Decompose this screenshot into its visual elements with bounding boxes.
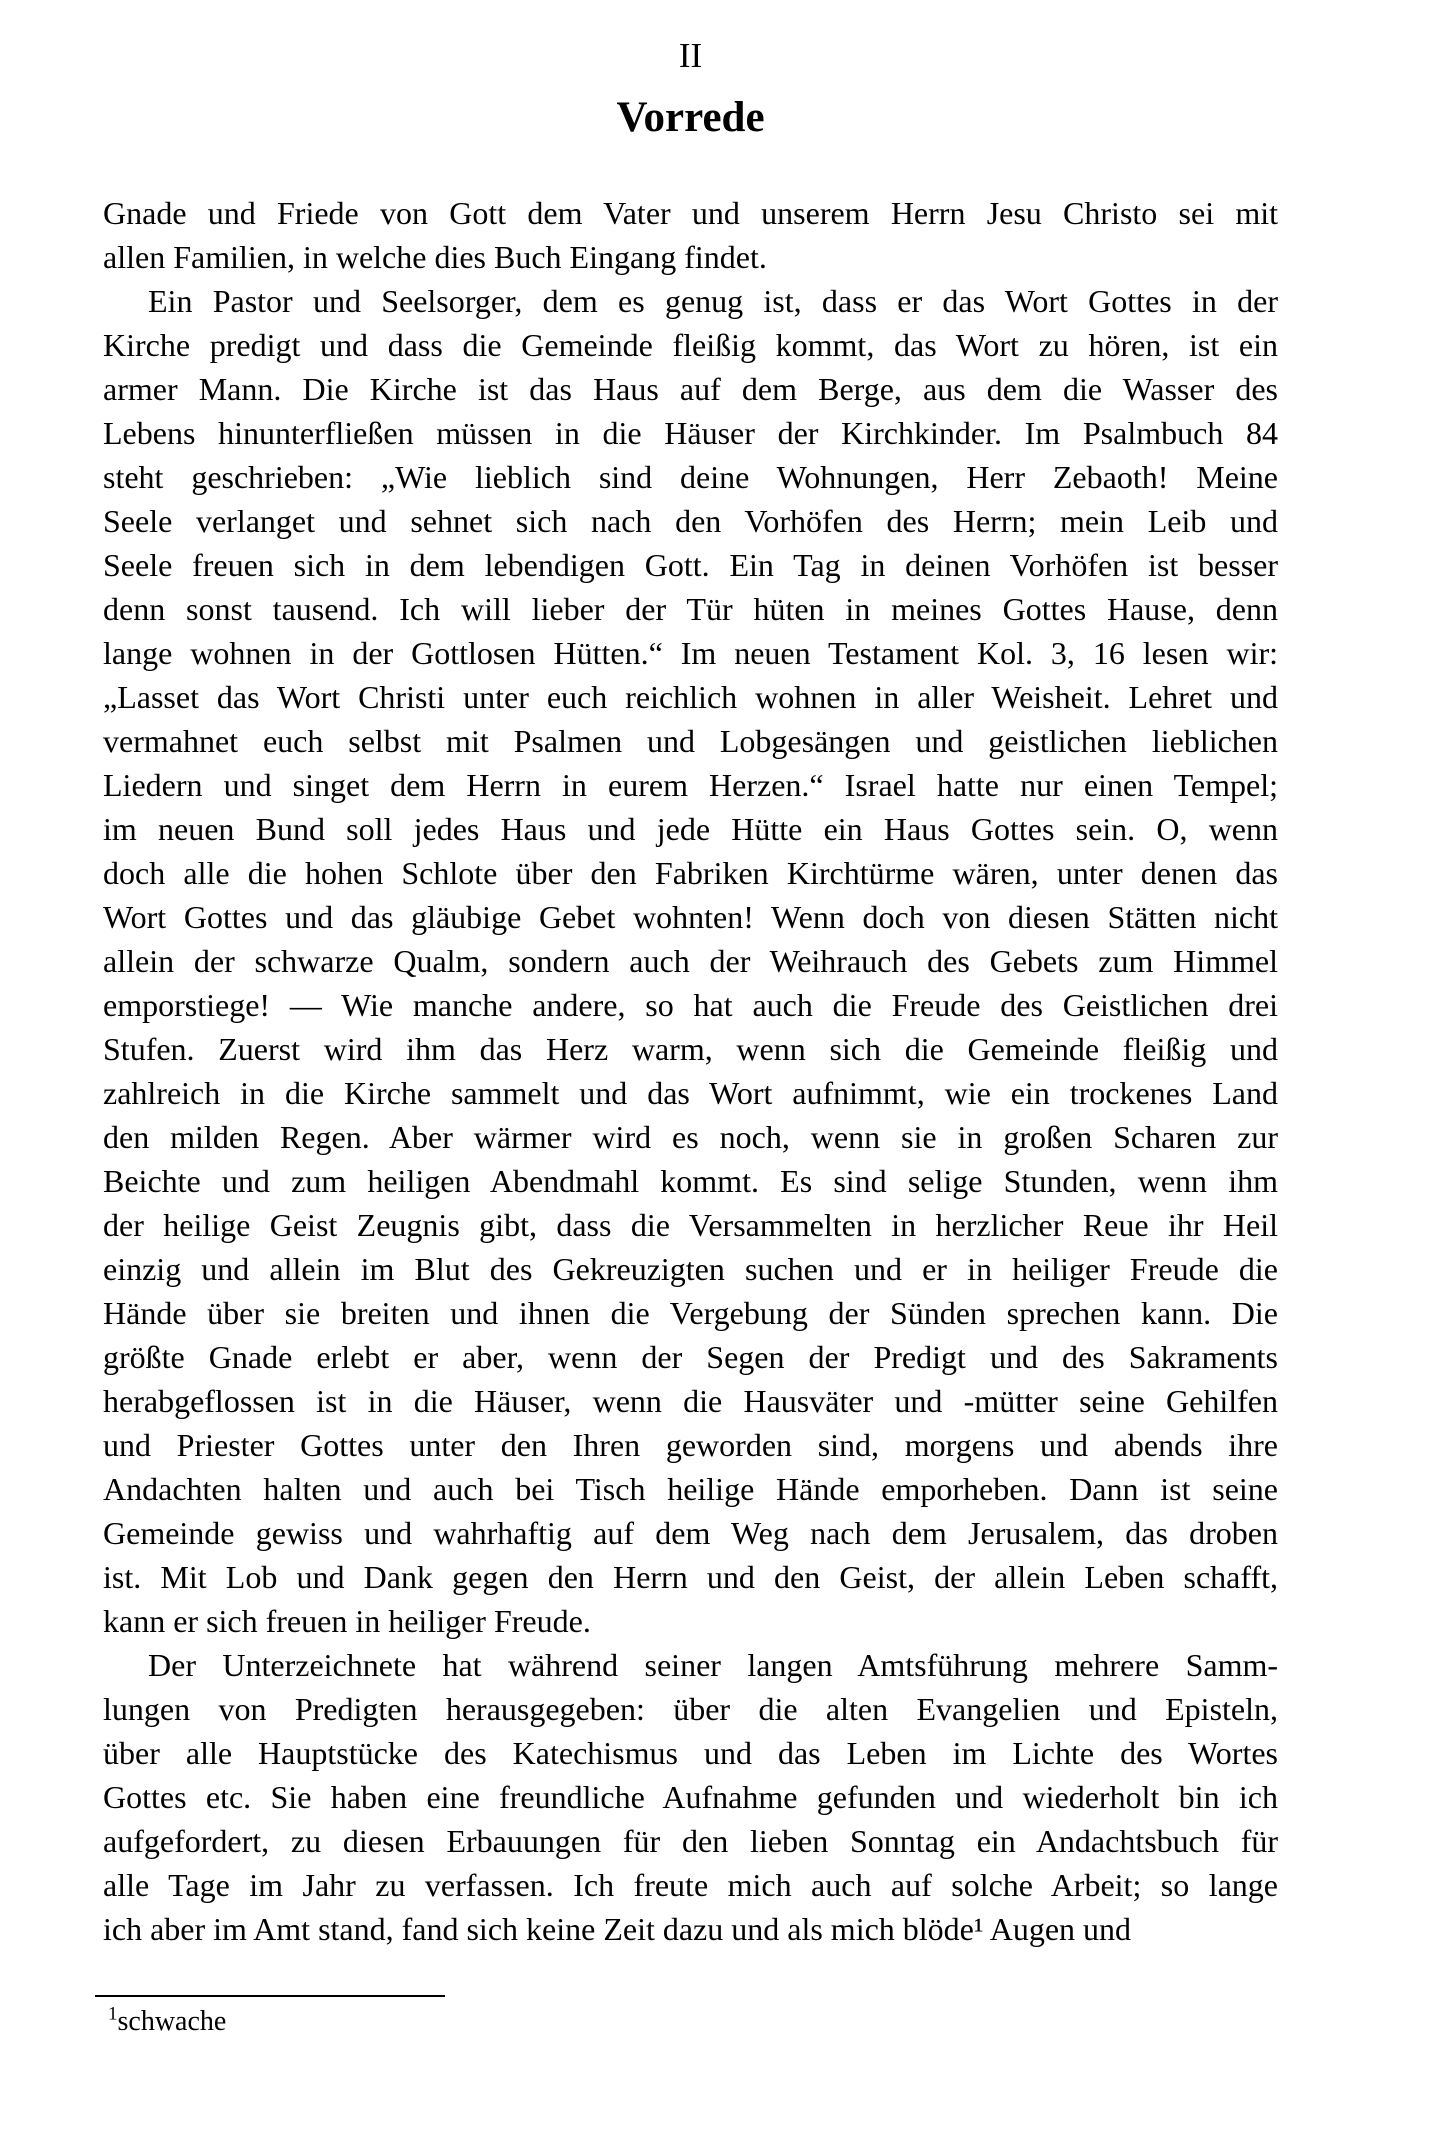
text-line: denn sonst tausend. Ich will lieber der Tür hüten in meines Gottes Hause, denn <box>103 591 1278 627</box>
text-line: zahlreich in die Kirche sammelt und das Wort aufnimmt, wie ein trockenes Land <box>103 1075 1278 1111</box>
text-line: Der Unterzeichnete hat während seiner langen Amtsführung mehrere Samm- <box>148 1647 1278 1683</box>
text-line: allen Familien, in welche dies Buch Eingang findet. <box>103 239 767 275</box>
text-line: Lebens hinunterfließen müssen in die Häuser der Kirchkinder. Im Psalmbuch 84 <box>103 415 1278 451</box>
page-number: II <box>678 36 703 75</box>
footnote-rule <box>95 1995 445 1997</box>
body-text <box>103 191 1278 1951</box>
text-line: Stufen. Zuerst wird ihm das Herz warm, wenn sich die Gemeinde fleißig und <box>103 1031 1278 1067</box>
text-line: und Priester Gottes unter den Ihren geworden sind, morgens und abends ihre <box>103 1427 1278 1463</box>
text-line: im neuen Bund soll jedes Haus und jede Hütte ein Haus Gottes sein. O, wenn <box>103 811 1278 847</box>
text-line: armer Mann. Die Kirche ist das Haus auf dem Berge, aus dem die Wasser des <box>103 371 1278 407</box>
text-line: einzig und allein im Blut des Gekreuzigten suchen und er in heiliger Freude die <box>103 1251 1278 1287</box>
text-line: alle Tage im Jahr zu verfassen. Ich freute mich auch auf solche Arbeit; so lange <box>103 1867 1278 1903</box>
text-line: den milden Regen. Aber wärmer wird es noch, wenn sie in großen Scharen zur <box>103 1119 1278 1155</box>
text-line: Seele verlanget und sehnet sich nach den Vorhöfen des Herrn; mein Leib und <box>103 503 1278 539</box>
footnote-text: schwache <box>117 2006 227 2037</box>
text-line: Liedern und singet dem Herrn in eurem Herzen.“ Israel hatte nur einen Tempel; <box>103 767 1278 803</box>
text-line: Ein Pastor und Seelsorger, dem es genug ist, dass er das Wort Gottes in der <box>148 283 1278 319</box>
text-line: Gemeinde gewiss und wahrhaftig auf dem Weg nach dem Jerusalem, das droben <box>103 1515 1278 1551</box>
page-title: Vorrede <box>616 94 765 141</box>
text-line: herabgeflossen ist in die Häuser, wenn die Hausväter und -mütter seine Gehilfen <box>103 1383 1278 1419</box>
text-line: steht geschrieben: „Wie lieblich sind deine Wohnungen, Herr Zebaoth! Meine <box>103 459 1278 495</box>
text-line: ist. Mit Lob und Dank gegen den Herrn und den Geist, der allein Leben schafft, <box>103 1559 1278 1595</box>
text-line: emporstiege! — Wie manche andere, so hat auch die Freude des Geistlichen drei <box>103 987 1278 1023</box>
text-line: „Lasset das Wort Christi unter euch reichlich wohnen in aller Weisheit. Lehret und <box>103 679 1278 715</box>
text-line: Seele freuen sich in dem lebendigen Gott. Ein Tag in deinen Vorhöfen ist besser <box>103 547 1278 583</box>
text-line: Gnade und Friede von Gott dem Vater und unserem Herrn Jesu Christo sei mit <box>103 195 1278 231</box>
text-line: Gottes etc. Sie haben eine freundliche Aufnahme gefunden und wiederholt bin ich <box>103 1779 1278 1815</box>
text-line: allein der schwarze Qualm, sondern auch der Weihrauch des Gebets zum Himmel <box>103 943 1278 979</box>
text-line: doch alle die hohen Schlote über den Fabriken Kirchtürme wären, unter denen das <box>103 855 1278 891</box>
text-line: Andachten halten und auch bei Tisch heilige Hände emporheben. Dann ist seine <box>103 1471 1278 1507</box>
text-line: über alle Hauptstücke des Katechismus und das Leben im Lichte des Wortes <box>103 1735 1278 1771</box>
text-line: kann er sich freuen in heiliger Freude. <box>103 1603 591 1639</box>
text-line: Wort Gottes und das gläubige Gebet wohnten! Wenn doch von diesen Stätten nicht <box>103 899 1278 935</box>
text-line: der heilige Geist Zeugnis gibt, dass die Versammelten in herzlicher Reue ihr Heil <box>103 1207 1278 1243</box>
footnote <box>103 2005 1278 2039</box>
text-line: vermahnet euch selbst mit Psalmen und Lobgesängen und geistlichen lieblichen <box>103 723 1278 759</box>
text-line: größte Gnade erlebt er aber, wenn der Segen der Predigt und des Sakraments <box>103 1339 1278 1375</box>
text-line: lungen von Predigten herausgegeben: über die alten Evangelien und Episteln, <box>103 1691 1278 1727</box>
text-line: Hände über sie breiten und ihnen die Vergebung der Sünden sprechen kann. Die <box>103 1295 1278 1331</box>
text-line: ich aber im Amt stand, fand sich keine Zeit dazu und als mich blöde¹ Augen und <box>103 1911 1132 1947</box>
text-line: Kirche predigt und dass die Gemeinde fleißig kommt, das Wort zu hören, ist ein <box>103 327 1278 363</box>
text-line: lange wohnen in der Gottlosen Hütten.“ Im neuen Testament Kol. 3, 16 lesen wir: <box>103 635 1278 671</box>
footnote-marker: 1 <box>108 2003 118 2025</box>
text-line: Beichte und zum heiligen Abendmahl kommt. Es sind selige Stunden, wenn ihm <box>103 1163 1278 1199</box>
text-line: aufgefordert, zu diesen Erbauungen für den lieben Sonntag ein Andachtsbuch für <box>103 1823 1278 1859</box>
